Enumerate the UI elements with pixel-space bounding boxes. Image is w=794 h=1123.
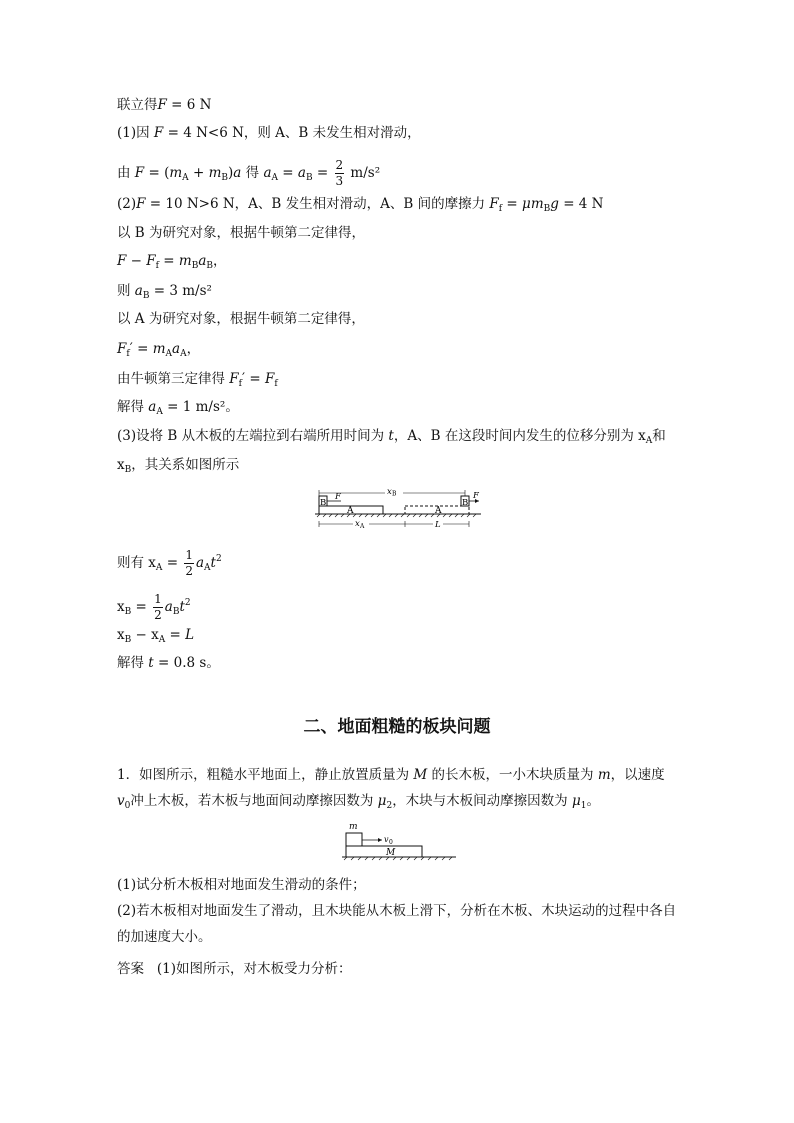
label-b-start: B [320, 498, 327, 508]
text-line-8: 以 A 为研究对象，根据牛顿第二定律得， [117, 311, 365, 327]
eq-line-2: (1)因 F = 4 N<6 N，则 A、B 未发生相对滑动， [117, 125, 421, 141]
label-force-start: F [335, 492, 341, 502]
label-l: L [435, 520, 441, 530]
answer-text: (1)如图所示，对木板受力分析： [156, 961, 352, 977]
label-block-mass: m [349, 822, 358, 832]
eq-line-9: $F_f' = m_Aa_A$， [117, 341, 201, 359]
board-block-diagram [340, 820, 458, 862]
label-b-end: B [462, 498, 469, 508]
text-line-13: $x_B$，其关系如图所示 [117, 457, 240, 475]
question-1: (1)试分析木板相对地面发生滑动的条件； [117, 877, 366, 893]
eq-line-10: 由牛顿第三定律得 $F_f' = F_f$ [117, 371, 278, 389]
label-xb: x [387, 487, 392, 497]
eq-line-17: 解得 t = 0.8 s。 [117, 655, 220, 671]
fraction-one-half: $\frac{1}{2}$ [185, 548, 193, 578]
label-a-end: A [435, 506, 442, 516]
small-block [346, 833, 362, 846]
svg-text:B: B [392, 490, 397, 498]
problem-statement: 1．如图所示，粗糙水平地面上，静止放置质量为 M 的长木板，一小木块质量为 m，以速度 $v_0$冲上木板，若木板与地面间动摩擦因数为 $\mu_2$，木块与木板间动摩擦因数为 $\mu_1$。 [117, 767, 665, 811]
eq-line-14: 则有 $x_A$ = $\frac{1}{2}$ $a_At^2$ [117, 548, 222, 578]
eq-line-4: (2)F = 10 N>6 N，A、B 发生相对滑动，A、B 间的摩擦力 $F_f = \mu m_Bg = 4$ N [117, 196, 604, 214]
text-line-5: 以 B 为研究对象，根据牛顿第二定律得， [117, 225, 366, 241]
fraction-two-thirds: $\frac{2}{3}$ [335, 158, 344, 188]
eq-line-7: 则 $a_B = 3$ m/s² [117, 283, 212, 301]
eq-line-11: 解得 $a_A = 1$ m/s²。 [117, 399, 239, 417]
long-board [346, 846, 422, 857]
section-title: 二、地面粗糙的板块问题 [303, 717, 491, 737]
eq-line-16: $x_B - x_A = L$ [117, 627, 195, 645]
eq-line-15: $x_B$ = $\frac{1}{2}$ $a_Bt^2$ [117, 592, 191, 622]
label-board-mass: M [386, 848, 396, 858]
svg-text:0: 0 [389, 839, 393, 846]
label-velocity: v [384, 835, 389, 844]
eq-line-3: 由 $F = (m_A + m_B)a$ 得 $a_A = a_B$ = $\frac{2}{3}$ m/s² [117, 158, 381, 188]
displacement-diagram [313, 484, 483, 532]
label-xa: x [355, 519, 360, 529]
label-force-end: F [473, 491, 479, 501]
answer-line [117, 960, 352, 978]
label-a-start: A [347, 506, 354, 516]
answer-label: 答案 [117, 961, 144, 977]
question-2: (2)若木板相对地面发生了滑动，且木块能从木板上滑下，分析在木板、木块运动的过程中各自的加速度大小。 [117, 903, 677, 945]
svg-text:A: A [360, 523, 365, 530]
eq-line-6: $F - F_f = m_Ba_B$， [117, 253, 227, 271]
text-line-12: (3)设将 B 从木板的左端拉到右端所用时间为 t，A、B 在这段时间内发生的位移分别为 $x_A$和 [117, 428, 666, 446]
fraction-one-half-b: $\frac{1}{2}$ [154, 592, 162, 622]
eq-line-1: 联立得F = 6 N [117, 97, 212, 113]
